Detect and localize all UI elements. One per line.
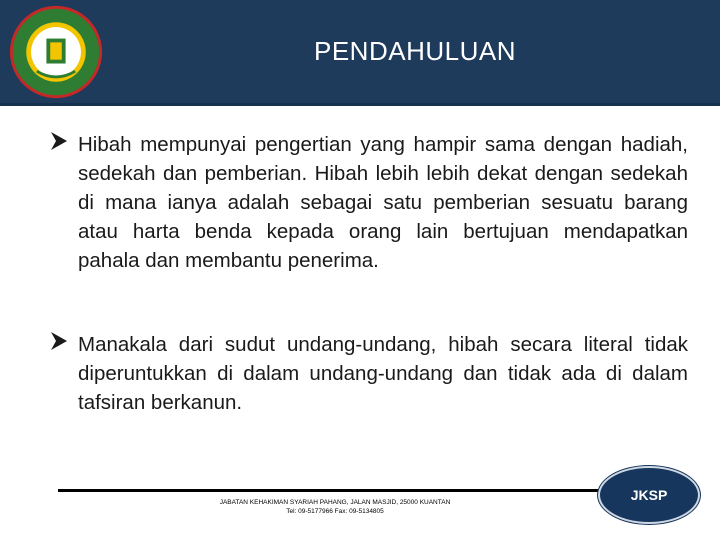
- header-bar: [0, 0, 720, 106]
- arrow-bullet-icon: [48, 130, 70, 152]
- jksp-badge: JKSP: [598, 466, 700, 524]
- arrow-bullet-icon: [48, 330, 70, 352]
- bullet-item: [48, 330, 688, 417]
- footer-divider: [58, 489, 622, 492]
- footer-address: JABATAN KEHAKIMAN SYARIAH PAHANG, JALAN MASJID, 25000 KUANTAN: [219, 499, 451, 506]
- page-title: PENDAHULUAN: [314, 36, 516, 66]
- footer-contact: Tel: 09-5177966 Fax: 09-5134805: [286, 508, 384, 515]
- bullet-text: Hibah mempunyai pengertian yang hampir sama dengan hadiah, sedekah dan pemberian. Hibah lebih lebih dekat dengan sedekah di mana ianya adalah sebagai satu pemberian sesuatu barang atau harta benda kepada orang lain bertujuan mendapatkan pahala dan membantu penerima.: [78, 133, 688, 272]
- jksp-logo-icon: [8, 4, 104, 100]
- bullet-text: Manakala dari sudut undang-undang, hibah secara literal tidak diperuntukkan di dalam undang-undang dan tidak ada di dalam tafsiran berkanun.: [78, 333, 688, 414]
- bullet-item: [48, 130, 688, 275]
